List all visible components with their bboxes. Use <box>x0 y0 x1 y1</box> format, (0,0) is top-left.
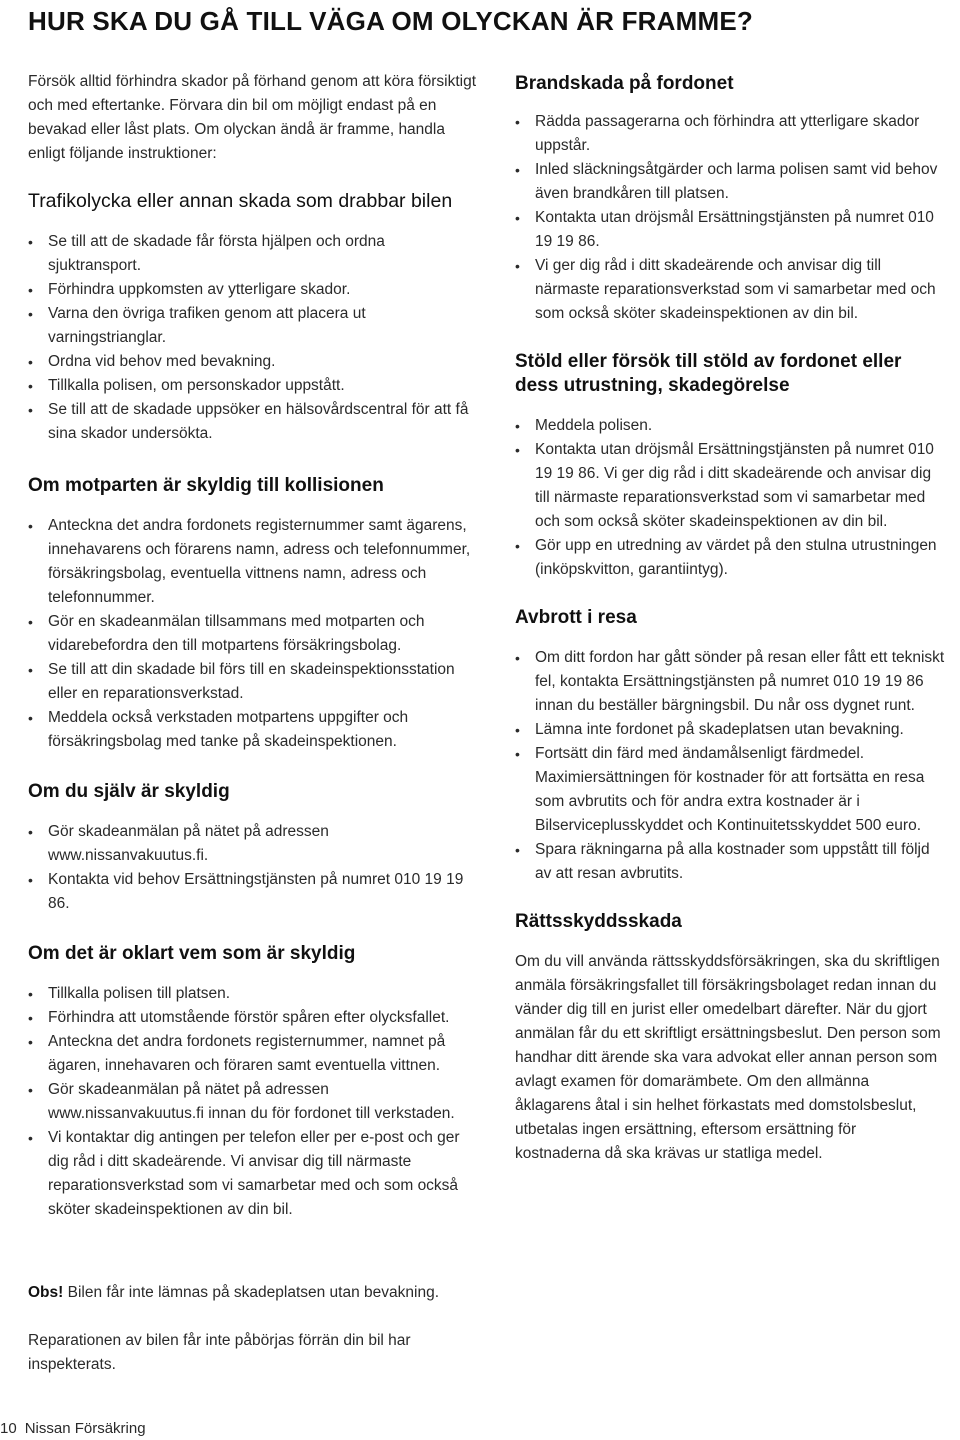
legal-paragraph: Om du vill använda rättsskyddsförsäkringen, ska du skriftligen anmäla försäkringsfallet till försäkringsbolaget redan innan du vänder dig till en jurist eller omedelbart därefter. När du gjort anmälan får du ett skriftligt ersättningsbeslut. Den person som handhar ditt ärende ska vara advokat eller annan person som avlagt examen för domarämbete. Om den allmänna åklagarens åtal i sin helhet förkastats med domstolsbeslut, utbetalas ingen ersättning, eftersom ersättning för kostnaderna då ska krävas ur statliga medel. <box>515 953 941 1162</box>
list-item: • Förhindra att utomstående förstör spåren efter olycksfallet. <box>28 1006 480 1030</box>
list-item: • Anteckna det andra fordonets registernummer samt ägarens, innehavarens och förarens namn, adress och telefonnummer, försäkringsbolag, eventuella vittnens namn, adress och telefonnummer. <box>28 514 480 610</box>
self-list <box>28 820 480 916</box>
unclear-list <box>28 982 480 1222</box>
list-item: • Gör skadeanmälan på nätet på adressen www.nissanvakuutus.fi innan du för fordonet till verkstaden. <box>28 1078 480 1126</box>
list-item: • Varna den övriga trafiken genom att placera ut varningstrianglar. <box>28 302 480 350</box>
list-item: • Ordna vid behov med bevakning. <box>28 350 480 374</box>
list-item: • Kontakta utan dröjsmål Ersättningstjänsten på numret 010 19 19 86. Vi ger dig råd i ditt skadeärende och anvisar dig till närmaste reparationsverkstad som vi samarbetar med och som också sköter skadeinspektionen av din bil. <box>515 438 945 534</box>
list-item: • Vi kontaktar dig antingen per telefon eller per e-post och ger dig råd i ditt skadeärende. Vi anvisar dig till närmaste reparationsverkstad som vi samarbetar med och som också sköter skadeinspektionen av din bil. <box>28 1126 480 1222</box>
fire-heading: Brandskada på fordonet <box>515 73 734 94</box>
left-column <box>28 70 480 1222</box>
other-party-list <box>28 514 480 754</box>
list-item: • Rädda passagerarna och förhindra att ytterligare skador uppstår. <box>515 110 945 158</box>
self-heading: Om du själv är skyldig <box>28 781 230 802</box>
list-item: • Vi ger dig råd i ditt skadeärende och anvisar dig till närmaste reparationsverkstad som vi samarbetar med och som också sköter skadeinspektionen av din bil. <box>515 254 945 326</box>
list-item: • Gör skadeanmälan på nätet på adressen www.nissanvakuutus.fi. <box>28 820 480 868</box>
page-title: HUR SKA DU GÅ TILL VÄGA OM OLYCKAN ÄR FRAMME? <box>28 6 753 36</box>
list-item: • Spara räkningarna på alla kostnader som uppstått till följd av att resan avbrutits. <box>515 838 945 886</box>
traffic-list <box>28 230 480 446</box>
repair-note: Reparationen av bilen får inte påbörjas förrän din bil har inspekterats. <box>28 1332 411 1373</box>
list-item: • Anteckna det andra fordonets registernummer, namnet på ägaren, innehavaren och föraren samt eventuella vittnen. <box>28 1030 480 1078</box>
intro-paragraph: Försök alltid förhindra skador på förhand genom att köra försiktigt och med eftertanke. Förvara din bil om möjligt endast på en bevakad eller låst plats. Om olyckan ändå är framme, handla enligt följande instruktioner: <box>28 73 477 162</box>
legal-heading: Rättsskyddsskada <box>515 911 682 932</box>
list-item: • Gör upp en utredning av värdet på den stulna utrustningen (inköpskvitton, garantiintyg). <box>515 534 945 582</box>
trip-list <box>515 646 945 886</box>
list-item: • Se till att de skadade får första hjälpen och ordna sjuktransport. <box>28 230 480 278</box>
list-item: • Kontakta vid behov Ersättningstjänsten på numret 010 19 19 86. <box>28 868 480 916</box>
theft-list <box>515 414 945 582</box>
theft-heading: Stöld eller försök till stöld av fordonet eller dess utrustning, skadegörelse <box>515 351 902 396</box>
list-item: • Se till att de skadade uppsöker en hälsovårdscentral för att få sina skador undersökta. <box>28 398 480 446</box>
page-footer <box>0 1418 146 1440</box>
obs-label: Obs! <box>28 1284 64 1301</box>
obs-text: Bilen får inte lämnas på skadeplatsen utan bevakning. <box>63 1284 439 1301</box>
list-item: • Gör en skadeanmälan tillsammans med motparten och vidarebefordra den till motpartens försäkringsbolag. <box>28 610 480 658</box>
list-item: • Tillkalla polisen till platsen. <box>28 982 480 1006</box>
list-item: • Om ditt fordon har gått sönder på resan eller fått ett tekniskt fel, kontakta Ersättningstjänsten på numret 010 19 19 86 innan du beställer bärgningsbil. Du når oss dygnet runt. <box>515 646 945 718</box>
obs-note <box>28 1281 928 1305</box>
list-item: • Tillkalla polisen, om personskador uppstått. <box>28 374 480 398</box>
unclear-heading: Om det är oklart vem som är skyldig <box>28 943 356 964</box>
footer-brand: Nissan Försäkring <box>24 1420 146 1437</box>
list-item: • Kontakta utan dröjsmål Ersättningstjänsten på numret 010 19 19 86. <box>515 206 945 254</box>
fire-list <box>515 110 945 326</box>
list-item: • Förhindra uppkomsten av ytterligare skador. <box>28 278 480 302</box>
list-item: • Fortsätt din färd med ändamålsenligt färdmedel. Maximiersättningen för kostnader för att fortsätta en resa som avbrutits och för andra extra kostnader är i Bilserviceplusskyddet och Kontinuitetsskyddet 500 euro. <box>515 742 945 838</box>
list-item: • Meddela polisen. <box>515 414 945 438</box>
list-item: • Inled släckningsåtgärder och larma polisen samt vid behov även brandkåren till platsen. <box>515 158 945 206</box>
list-item: • Meddela också verkstaden motpartens uppgifter och försäkringsbolag med tanke på skadeinspektionen. <box>28 706 480 754</box>
other-party-heading: Om motparten är skyldig till kollisionen <box>28 475 384 496</box>
list-item: • Se till att din skadade bil förs till en skadeinspektionsstation eller en reparationsverkstad. <box>28 658 480 706</box>
trip-heading: Avbrott i resa <box>515 607 637 628</box>
list-item: • Lämna inte fordonet på skadeplatsen utan bevakning. <box>515 718 945 742</box>
traffic-heading: Trafikolycka eller annan skada som drabbar bilen <box>28 190 453 212</box>
right-column <box>515 70 945 1166</box>
page-number: 10 <box>0 1420 17 1437</box>
